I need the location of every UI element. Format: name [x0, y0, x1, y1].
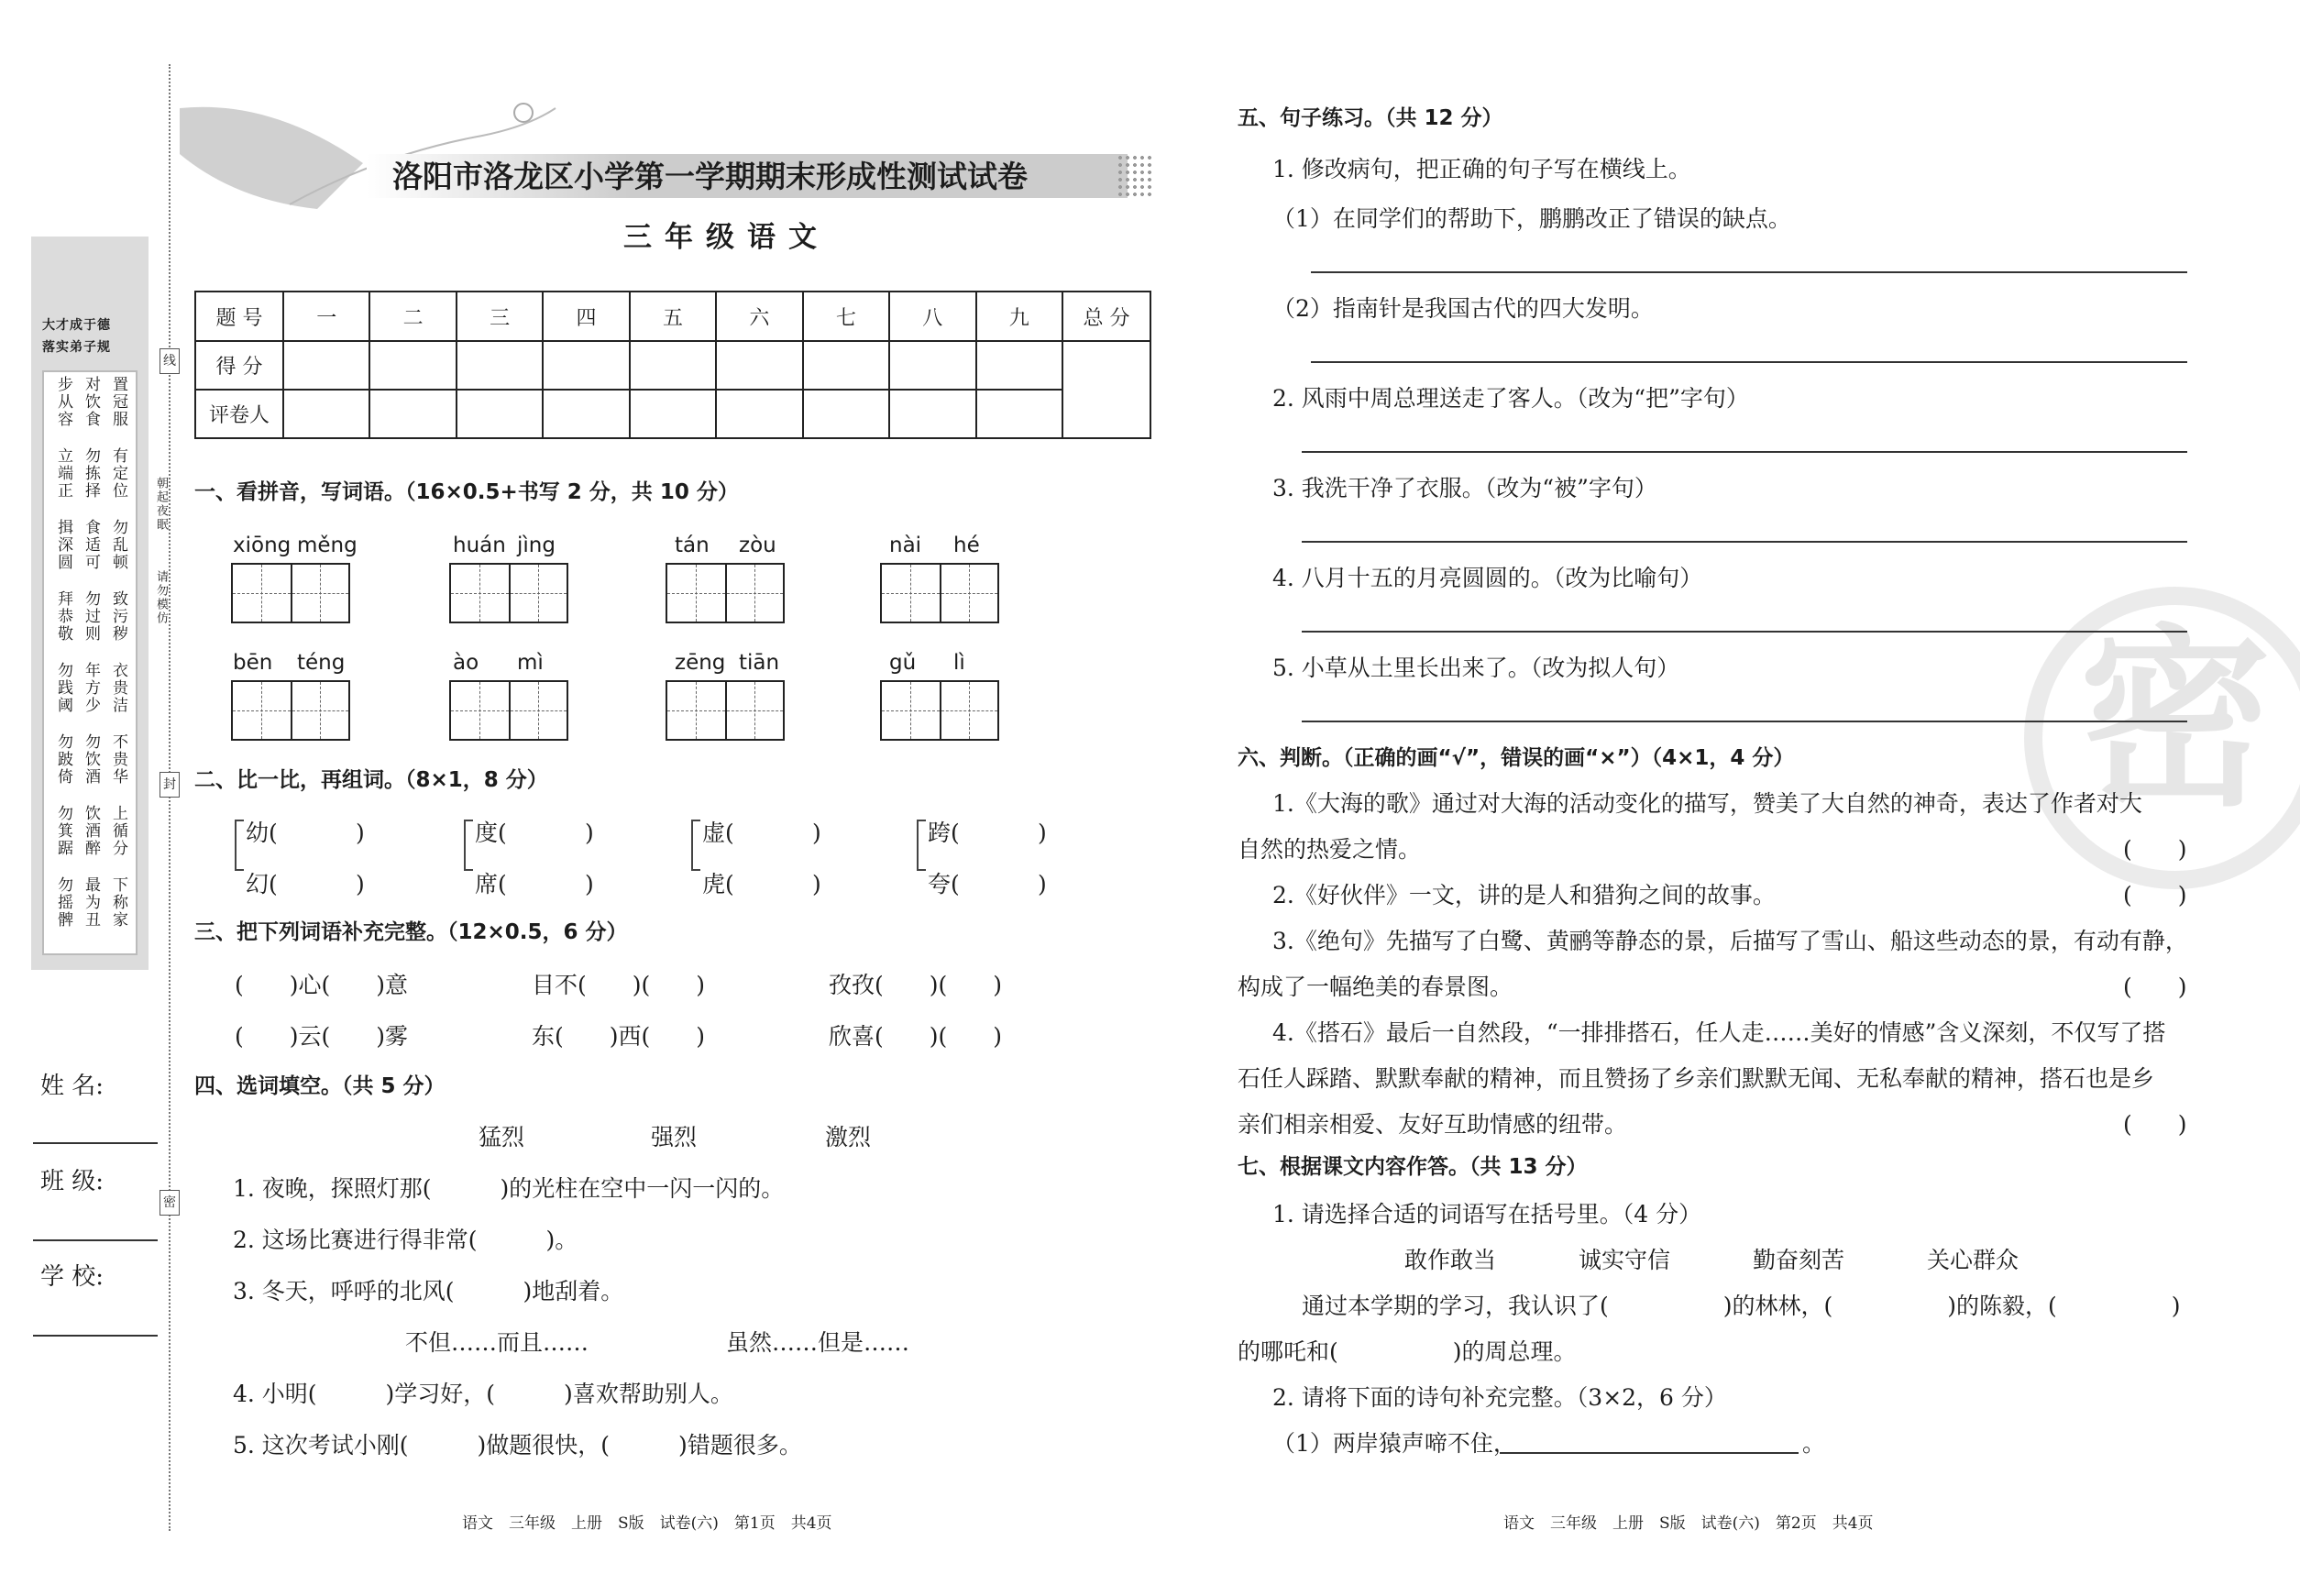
q7-poem-1-end: 。 [1802, 1430, 1826, 1457]
q6-item-4c: 亲们相亲相爱、友好互助情感的纽带。 [1238, 1111, 1628, 1138]
answer-line[interactable] [1302, 451, 2187, 453]
q2-answer-close[interactable]: ) [1038, 820, 1047, 846]
score-cell[interactable] [716, 341, 802, 390]
answer-line[interactable] [1311, 361, 2187, 363]
col-8: 八 [889, 292, 975, 341]
col-9: 九 [976, 292, 1063, 341]
name-label: 姓 名: [40, 1073, 105, 1100]
q2-char: 夸( [928, 871, 960, 897]
q3-item-4[interactable]: ( )云( )雾 [235, 1023, 409, 1050]
verse-column: 置冠服 [109, 376, 127, 428]
q4-sentence-3[interactable]: 3. 冬天，呼呼的北风( )地刮着。 [233, 1278, 624, 1304]
q6-item-4a: 4.《搭石》最后一自然段，“一排排搭石，任人走……美好的情感”含义深刻，不仅写了搭 [1272, 1019, 2166, 1046]
col-3: 三 [457, 292, 543, 341]
motto-line-1: 大才成于德 [42, 318, 111, 333]
verse-column: 勿箕踞 [54, 805, 72, 857]
verse-column: 揖深圆 [54, 519, 72, 571]
q2-answer-close[interactable]: ) [356, 871, 365, 897]
pair-bracket [464, 820, 473, 871]
q2-answer-close[interactable]: ) [356, 820, 365, 846]
page-title: 洛阳市洛龙区小学第一学期期末形成性测试试卷 [392, 159, 1028, 194]
q2-char: 虚( [702, 820, 734, 846]
pinyin-syllable: mì [517, 651, 544, 675]
grader-cell[interactable] [716, 390, 802, 438]
q2-char: 虎( [702, 871, 734, 897]
verse-column: 勿过则 [82, 590, 100, 643]
side-note-1: 朝起夜眠 [154, 477, 168, 532]
q2-heading: 二、比一比，再组词。（8×1，8 分） [194, 768, 548, 792]
q6-item-3a: 3.《绝句》先描写了白鹭、黄鹂等静态的景，后描写了雪山、船这些动态的景，有动有静， [1272, 928, 2188, 954]
verse-column: 衣贵洁 [109, 662, 127, 714]
q2-answer-close[interactable]: ) [585, 871, 594, 897]
tian-grid[interactable] [231, 563, 350, 623]
q4-sentence-5[interactable]: 5. 这次考试小刚( )做题很快，( )错题很多。 [233, 1432, 802, 1458]
school-line [33, 1335, 158, 1337]
verse-column: 上循分 [109, 805, 127, 857]
pinyin-syllable: ào [453, 651, 479, 675]
q3-heading: 三、把下列词语补充完整。（12×0.5，6 分） [194, 920, 628, 944]
q2-answer-close[interactable]: ) [812, 871, 821, 897]
verse-column: 拜恭敬 [54, 590, 72, 643]
q6-heading: 六、判断。（正确的画“√”，错误的画“×”）（4×1，4 分） [1238, 746, 1795, 770]
q4-word-2: 强烈 [651, 1124, 698, 1150]
q6-item-1a: 1.《大海的歌》通过对大海的活动变化的描写，赞美了大自然的神奇，表达了作者对大 [1272, 790, 2142, 817]
footer-right: 语文 三年级 上册 S版 试卷(六) 第2页 共4页 [1503, 1514, 1874, 1533]
q4-word-3: 激烈 [825, 1124, 872, 1150]
pinyin-syllable: hé [953, 534, 980, 557]
pair-bracket [235, 820, 244, 871]
q5-s5: 5. 小草从土里长出来了。（改为拟人句） [1272, 655, 1680, 681]
q7-word-4: 关心群众 [1927, 1247, 2019, 1273]
q3-item-3[interactable]: 孜孜( )( ) [829, 972, 1003, 998]
tian-grid[interactable] [666, 680, 785, 741]
score-cell[interactable] [803, 341, 889, 390]
verse-column: 勿跛倚 [54, 733, 72, 786]
answer-line[interactable] [1302, 631, 2187, 633]
verse-column: 勿乱顿 [109, 519, 127, 571]
q3-item-2[interactable]: 目不( )( ) [532, 972, 706, 998]
q6-answer-4[interactable]: ( ) [2123, 1111, 2187, 1138]
class-label: 班 级: [40, 1168, 105, 1195]
col-2: 二 [369, 292, 456, 341]
verse-column: 最为丑 [82, 876, 100, 929]
verse-column: 饮酒醉 [82, 805, 100, 857]
fold-line [169, 64, 171, 1531]
q7-line-2[interactable]: 的哪吒和( )的周总理。 [1238, 1338, 1577, 1365]
q3-item-6[interactable]: 欣喜( )( ) [829, 1023, 1003, 1050]
verse-column: 步从容 [54, 376, 72, 428]
q2-char: 跨( [928, 820, 960, 846]
row-label-score: 得 分 [195, 341, 283, 390]
grader-cell[interactable] [803, 390, 889, 438]
verse-column: 不贵华 [109, 733, 127, 786]
pinyin-syllable: zēng [675, 651, 726, 675]
q2-answer-close[interactable]: ) [585, 820, 594, 846]
score-cell[interactable] [543, 341, 629, 390]
q4-heading: 四、选词填空。（共 5 分） [194, 1074, 446, 1098]
pinyin-syllable: tán [675, 534, 710, 557]
q4-word-5: 虽然……但是…… [726, 1329, 910, 1356]
pinyin-syllable: tiān [739, 651, 780, 675]
col-6: 六 [716, 292, 802, 341]
q4-sentence-1[interactable]: 1. 夜晚，探照灯那( )的光柱在空中一闪一闪的。 [233, 1175, 785, 1202]
verse-column: 致污秽 [109, 590, 127, 643]
score-cell[interactable] [630, 341, 716, 390]
name-line [33, 1142, 158, 1144]
score-cell[interactable] [283, 341, 369, 390]
q6-item-4b: 石任人踩踏、默默奉献的精神，而且赞扬了乡亲们默默无闻、无私奉献的精神，搭石也是乡 [1238, 1065, 2155, 1092]
q7-word-2: 诚实守信 [1579, 1247, 1671, 1273]
footer-left: 语文 三年级 上册 S版 试卷(六) 第1页 共4页 [462, 1514, 832, 1533]
q6-answer-2[interactable]: ( ) [2123, 882, 2187, 908]
pinyin-syllable: zòu [739, 534, 776, 557]
title-band-dots [1117, 154, 1153, 198]
pinyin-syllable: jìng [517, 534, 556, 557]
grader-cell[interactable] [543, 390, 629, 438]
q5-heading: 五、句子练习。（共 12 分） [1238, 106, 1503, 130]
verse-column: 食适可 [82, 519, 100, 571]
verse-column: 年方少 [82, 662, 100, 714]
verse-column: 对饮食 [82, 376, 100, 428]
q6-item-2: 2.《好伙伴》一文，讲的是人和猎狗之间的故事。 [1272, 882, 1776, 908]
q7-word-1: 敢作敢当 [1404, 1247, 1497, 1273]
class-line [33, 1239, 158, 1241]
q7-heading: 七、根据课文内容作答。（共 13 分） [1238, 1155, 1588, 1179]
total-score-cell[interactable] [1062, 341, 1150, 438]
grader-cell[interactable] [369, 390, 456, 438]
verse-column: 勿饮酒 [82, 733, 100, 786]
pinyin-syllable: huán [453, 534, 506, 557]
tian-grid[interactable] [880, 680, 999, 741]
q5-s2: 2. 风雨中周总理送走了客人。（改为“把”字句） [1272, 385, 1749, 412]
tian-grid[interactable] [880, 563, 999, 623]
score-cell[interactable] [976, 341, 1063, 390]
verse-column: 勿摇髀 [54, 876, 72, 929]
q2-char: 幼( [246, 820, 278, 846]
poem-answer-line[interactable] [1500, 1452, 1799, 1454]
answer-line[interactable] [1302, 721, 2187, 722]
q4-word-1: 猛烈 [479, 1124, 525, 1150]
col-7: 七 [803, 292, 889, 341]
q7-line-1[interactable]: 通过本学期的学习，我认识了( )的林林，( )的陈毅，( ) [1302, 1293, 2181, 1319]
tian-grid[interactable] [449, 680, 568, 741]
score-cell[interactable] [369, 341, 456, 390]
pinyin-syllable: gǔ [889, 651, 917, 675]
school-label: 学 校: [40, 1263, 105, 1291]
row-label-grader: 评卷人 [195, 390, 283, 438]
side-note-2: 请勿模仿 [154, 570, 168, 625]
answer-line[interactable] [1311, 271, 2187, 273]
q7-poem-1: （1）两岸猿声啼不住， [1272, 1430, 1516, 1457]
pair-bracket [917, 820, 926, 871]
grader-cell[interactable] [283, 390, 369, 438]
motto-line-2: 落实弟子规 [42, 340, 111, 355]
q2-char: 度( [475, 820, 507, 846]
q7-word-3: 勤奋刻苦 [1753, 1247, 1845, 1273]
q6-answer-1[interactable]: ( ) [2123, 836, 2187, 863]
verse-column: 勿拣择 [82, 447, 100, 500]
verse-column: 立端正 [54, 447, 72, 500]
pinyin-syllable: lì [953, 651, 965, 675]
q2-answer-close[interactable]: ) [812, 820, 821, 846]
col-4: 四 [543, 292, 629, 341]
q7-sub1: 1. 请选择合适的词语写在括号里。（4 分） [1272, 1201, 1702, 1227]
q1-heading: 一、看拼音，写词语。（16×0.5+书写 2 分，共 10 分） [194, 480, 739, 504]
q7-sub2: 2. 请将下面的诗句补充完整。（3×2，6 分） [1272, 1384, 1727, 1411]
fold-mark-1: 线 [160, 348, 180, 374]
answer-line[interactable] [1302, 541, 2187, 543]
col-1: 一 [283, 292, 369, 341]
score-table [194, 291, 1151, 439]
q5-b: （2）指南针是我国古代的四大发明。 [1272, 295, 1654, 322]
pinyin-syllable: xiōng [233, 534, 292, 557]
grader-cell[interactable] [630, 390, 716, 438]
pinyin-syllable: nài [889, 534, 922, 557]
pinyin-syllable: téng [297, 651, 346, 675]
tian-grid[interactable] [666, 563, 785, 623]
verse-column: 下称家 [109, 876, 127, 929]
grader-cell[interactable] [976, 390, 1063, 438]
q5-s4: 4. 八月十五的月亮圆圆的。（改为比喻句） [1272, 565, 1703, 591]
score-cell[interactable] [889, 341, 975, 390]
q2-answer-close[interactable]: ) [1038, 871, 1047, 897]
verse-column: 勿践阈 [54, 662, 72, 714]
q2-char: 幻( [246, 871, 278, 897]
verse-column: 有定位 [109, 447, 127, 500]
tian-grid[interactable] [231, 680, 350, 741]
col-total: 总 分 [1062, 292, 1150, 341]
q3-item-5[interactable]: 东( )西( ) [532, 1023, 706, 1050]
grader-cell[interactable] [457, 390, 543, 438]
tian-grid[interactable] [449, 563, 568, 623]
grader-cell[interactable] [889, 390, 975, 438]
q5-sub1: 1. 修改病句，把正确的句子写在横线上。 [1272, 156, 1691, 182]
q6-item-3b: 构成了一幅绝美的春景图。 [1238, 974, 1513, 1000]
pinyin-syllable: měng [297, 534, 358, 557]
q4-word-4: 不但……而且…… [405, 1329, 589, 1356]
q5-s3: 3. 我洗干净了衣服。（改为“被”字句） [1272, 475, 1657, 501]
q3-item-1[interactable]: ( )心( )意 [235, 972, 409, 998]
col-5: 五 [630, 292, 716, 341]
fold-mark-2: 封 [160, 772, 180, 798]
page-subtitle: 三年级语文 [623, 221, 830, 254]
row-label-number: 题 号 [195, 292, 283, 341]
fold-mark-3: 密 [160, 1190, 180, 1216]
pair-bracket [691, 820, 700, 871]
score-cell[interactable] [457, 341, 543, 390]
q2-char: 席( [475, 871, 507, 897]
stamp-char: 密 [2079, 606, 2272, 832]
q6-item-1b: 自然的热爱之情。 [1238, 836, 1422, 863]
q6-answer-3[interactable]: ( ) [2123, 974, 2187, 1000]
q4-sentence-2[interactable]: 2. 这场比赛进行得非常( )。 [233, 1227, 578, 1253]
q5-a: （1）在同学们的帮助下，鹏鹏改正了错误的缺点。 [1272, 205, 1791, 232]
pinyin-syllable: bēn [233, 651, 273, 675]
q4-sentence-4[interactable]: 4. 小明( )学习好，( )喜欢帮助别人。 [233, 1381, 733, 1407]
